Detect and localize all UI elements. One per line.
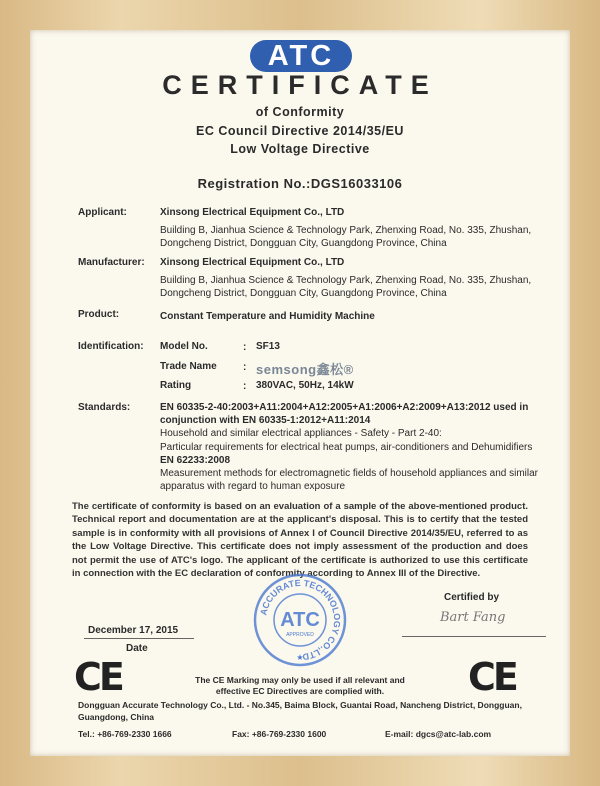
identification-label: Identification: — [78, 341, 144, 352]
signature-line — [402, 636, 546, 637]
standard-line: EN 60335-2-40:2003+A11:2004+A12:2005+A1:2006+A2:2009+A13:2012 used in — [160, 402, 529, 413]
trade-name-value: semsong鑫松® — [256, 362, 354, 377]
ce-mark-right: CE — [468, 655, 516, 699]
footer-address: Guangdong, China — [78, 712, 155, 722]
date-label: Date — [126, 643, 148, 654]
manufacturer-label: Manufacturer: — [78, 257, 145, 268]
product-label: Product: — [78, 309, 120, 320]
ce-note: effective EC Directives are complied with. — [215, 686, 385, 696]
manufacturer-address: Dongcheng District, Dongguan City, Guangdong Province, China — [160, 288, 447, 299]
standard-line: Particular requirements for electrical heat pumps, air-conditioners and Dehumidifiers — [160, 441, 533, 453]
ce-mark-left: CE — [74, 655, 122, 699]
signature: Bart Fang — [440, 610, 506, 625]
standard-line: conjunction with EN 60335-1:2012+A11:2014 — [160, 415, 371, 427]
rating-value: 380VAC, 50Hz, 14kW — [256, 380, 354, 391]
svg-text:ATC: ATC — [280, 609, 320, 631]
registration-number: Registration No.:DGS16033106 — [197, 176, 403, 191]
standard-line: Measurement methods for electromagnetic fields of household appliances and similar — [160, 468, 538, 479]
colon: : — [243, 342, 247, 353]
atc-approved-stamp — [252, 572, 348, 668]
issue-date: December 17, 2015 — [88, 625, 179, 636]
certified-by-label: Certified by — [444, 592, 500, 603]
svg-text:ACCURATE TECHNOLOGY CO.,LTD: ACCURATE TECHNOLOGY CO.,LTD — [258, 577, 343, 663]
applicant-address: Building B, Jianhua Science & Technology Park, Zhenxing Road, No. 335, Zhushan, — [160, 225, 532, 236]
model-value: SF13 — [256, 341, 280, 352]
date-line — [84, 638, 194, 639]
standard-line: EN 62233:2008 — [160, 454, 231, 466]
directive-name: Low Voltage Directive — [230, 142, 370, 156]
footer-email: E-mail: dgcs@atc-lab.com — [385, 729, 492, 739]
standard-line: Household and similar electrical appliances - Safety - Part 2-40: — [160, 428, 442, 440]
conformity-statement: The certificate of conformity is based on an evaluation of a sample of the above-mentioned product. Technical report and documentation are at the applicant's disposal. This is to certify that the tested sample is in conformity with all provisions of Annex I of Council Directive 2014/35/EU, referred to as the Low Voltage Directive. This certificate does not imply assessment of the production and does not permit the use of ATC's logo. The applicant of the certificate is authorized to use this certificate in connection with the EC declaration of conformity according to Annex III of the Directive. — [72, 501, 528, 580]
ce-note: The CE Marking may only be used if all relevant and — [195, 675, 405, 685]
colon: : — [243, 381, 247, 392]
standards-label: Standards: — [78, 402, 131, 413]
standard-line: apparatus with regard to human exposure — [160, 481, 346, 493]
manufacturer-address: Building B, Jianhua Science & Technology Park, Zhenxing Road, No. 335, Zhushan, — [160, 275, 532, 286]
trade-name-label: Trade Name — [160, 361, 217, 372]
rating-label: Rating — [160, 380, 192, 391]
footer-fax: Fax: +86-769-2330 1600 — [232, 729, 327, 739]
atc-logo: ATC — [250, 40, 352, 72]
subtitle: of Conformity — [255, 105, 345, 119]
applicant-label: Applicant: — [78, 207, 127, 218]
applicant-name: Xinsong Electrical Equipment Co., LTD — [160, 207, 345, 218]
directive: EC Council Directive 2014/35/EU — [196, 124, 404, 138]
footer-tel: Tel.: +86-769-2330 1666 — [78, 729, 172, 739]
colon: : — [243, 362, 247, 373]
svg-text:APPROVED: APPROVED — [286, 632, 314, 638]
svg-text:★: ★ — [296, 653, 304, 662]
footer-address: Dongguan Accurate Technology Co., Ltd. - No.345, Baima Block, Guantai Road, Nancheng District, Dongguan, — [78, 700, 522, 710]
applicant-address: Dongcheng District, Dongguan City, Guangdong Province, China — [160, 238, 447, 249]
model-label: Model No. — [160, 341, 208, 352]
product-value: Constant Temperature and Humidity Machine — [160, 311, 375, 322]
manufacturer-name: Xinsong Electrical Equipment Co., LTD — [160, 257, 345, 268]
certificate-title: CERTIFICATE — [162, 70, 438, 100]
